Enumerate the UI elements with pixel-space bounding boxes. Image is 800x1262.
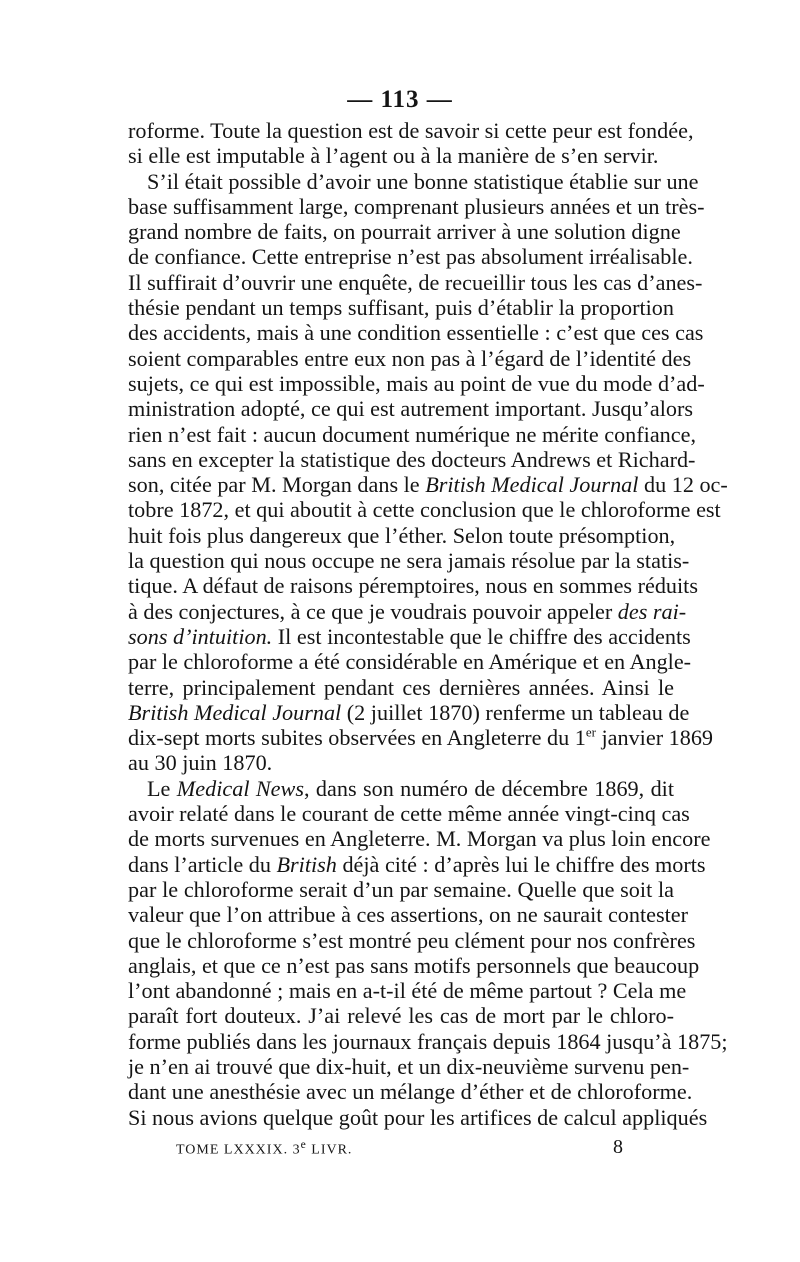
- italic-text: British: [276, 851, 337, 877]
- text-run: tique. A défaut de raisons péremptoires, nous en sommes réduits: [128, 573, 698, 599]
- text-run: soient comparables entre eux non pas à l’égard de l’identité des: [128, 345, 692, 371]
- text-run: je n’en ai trouvé que dix-huit, et un dix-neuvième survenu pen-: [128, 1053, 690, 1079]
- text-line: [128, 1028, 728, 1054]
- text-run: si elle est imputable à l’agent ou à la manière de s’en servir.: [128, 143, 659, 169]
- text-line: [128, 370, 705, 396]
- text-line: [128, 623, 691, 649]
- volume-label: TOME LXXXIX. 3: [176, 1142, 301, 1158]
- text-run: anglais, et que ce n’est pas sans motifs personnels que beaucoup: [128, 952, 700, 978]
- text-line: [128, 193, 705, 219]
- text-line: [128, 649, 692, 675]
- text-line: [128, 877, 674, 902]
- text-run: janvier 1869: [595, 725, 714, 751]
- text-run: S’il était possible d’avoir une bonne statistique établie sur une: [147, 168, 699, 194]
- text-run: sujets, ce qui est impossible, mais au point de vue du mode d’ad-: [128, 370, 705, 396]
- page-number: — 113 —: [347, 86, 453, 113]
- text-run: par le chloroforme serait d’un par semaine. Quelle que soit la: [128, 876, 674, 902]
- page-footer: [176, 1138, 624, 1159]
- text-line: [128, 472, 728, 498]
- text-line: [128, 244, 693, 270]
- text-run: tobre 1872, et qui aboutit à cette conclusion que le chloroforme est: [128, 497, 721, 523]
- text-run: dant une anesthésie avec un mélange d’éther et de chloroforme.: [128, 1079, 693, 1105]
- text-line: [128, 143, 674, 168]
- text-run: ministration adopté, ce qui est autrement important. Jusqu’alors: [128, 396, 694, 422]
- text-line: [128, 851, 706, 877]
- text-run: grand nombre de faits, on pourrait arriver à une solution digne: [128, 219, 681, 245]
- text-line: [128, 118, 694, 143]
- italic-text: Medical News: [176, 775, 304, 801]
- text-run: sans en excepter la statistique des docteurs Andrews et Richard-: [128, 446, 696, 472]
- text-run: valeur que l’on attribue à ces assertions, on ne saurait contester: [128, 902, 689, 928]
- italic-text: des rai-: [617, 598, 687, 624]
- text-run: l’ont abandonné ; mais en a-t-il été de même partout ? Cela me: [128, 978, 687, 1004]
- text-line: [128, 1003, 674, 1028]
- text-run: à des conjectures, à ce que je voudrais pouvoir appeler: [128, 598, 618, 624]
- text-run: des accidents, mais à une condition essentielle : c’est que ces cas: [128, 320, 704, 346]
- text-line: [128, 978, 687, 1004]
- text-line: [128, 497, 721, 523]
- paragraph: [128, 118, 694, 169]
- text-line: [128, 902, 689, 928]
- signature-mark: 8: [613, 1136, 624, 1158]
- text-run: la question qui nous occupe ne sera jamais résolue par la statis-: [128, 548, 690, 574]
- text-line: [128, 724, 714, 751]
- text-line: [128, 396, 694, 422]
- text-line: [128, 927, 696, 953]
- text-line: [128, 826, 711, 852]
- paragraph: [128, 775, 728, 1130]
- text-line: [128, 1104, 708, 1130]
- text-line: [128, 801, 690, 827]
- text-run: de morts survenues en Angleterre. M. Morgan va plus loin encore: [128, 826, 711, 852]
- text-line: [128, 675, 674, 700]
- text-run: déjà cité : d’après lui le chiffre des morts: [336, 851, 706, 877]
- body-text: [128, 118, 728, 1130]
- text-line: [128, 168, 699, 194]
- italic-text: sons d’intuition.: [128, 623, 273, 649]
- text-run: , dans son numéro de décembre 1869, dit: [303, 775, 675, 801]
- text-run: roforme. Toute la question est de savoir si cette peur est fondée,: [128, 118, 694, 143]
- text-run: Si nous avions quelque goût pour les artifices de calcul appliqués: [128, 1104, 708, 1130]
- text-run: rien n’est fait : aucun document numérique ne mérite confiance,: [128, 421, 697, 447]
- text-run: thésie pendant un temps suffisant, puis d’établir la proportion: [128, 295, 674, 321]
- text-run: avoir relaté dans le courant de cette même année vingt-cinq cas: [128, 801, 690, 827]
- volume-superscript: e: [300, 1138, 307, 1151]
- text-line: [128, 345, 692, 371]
- text-run: (2 juillet 1870) renferme un tableau de: [341, 699, 690, 725]
- text-run: dix-sept morts subites observées en Angleterre du 1: [128, 725, 586, 751]
- paragraph: [128, 168, 728, 776]
- text-run: Il suffirait d’ouvrir une enquête, de recueillir tous les cas d’anes-: [128, 269, 703, 295]
- text-run: forme publiés dans les journaux français depuis 1864 jusqu’à 1875;: [128, 1028, 728, 1054]
- text-line: [128, 1079, 693, 1105]
- text-line: [128, 776, 674, 801]
- text-run: base suffisamment large, comprenant plusieurs années et un très-: [128, 193, 705, 219]
- text-line: [128, 295, 674, 320]
- text-run: Il est incontestable que le chiffre des accidents: [272, 623, 691, 649]
- superscript: er: [585, 724, 596, 740]
- text-run: son, citée par M. Morgan dans le: [128, 472, 426, 498]
- text-run: de confiance. Cette entreprise n’est pas absolument irréalisable.: [128, 244, 693, 270]
- italic-text: British Medical Journal: [128, 699, 342, 725]
- text-run: Le: [147, 775, 177, 801]
- text-line: [128, 446, 696, 472]
- text-line: [128, 523, 674, 548]
- text-run: paraît fort douteux. J’ai relevé les cas de mort par le chloro-: [128, 1003, 674, 1029]
- text-line: [128, 952, 700, 978]
- text-run: dans l’article du: [128, 851, 277, 877]
- text-line: [128, 1053, 690, 1079]
- text-line: [128, 548, 690, 574]
- text-run: terre, principalement pendant ces dernières années. Ainsi le: [128, 674, 674, 700]
- text-run: au 30 juin 1870.: [128, 750, 273, 776]
- text-line: [128, 219, 681, 245]
- text-line: [128, 750, 674, 775]
- text-line: [128, 573, 698, 599]
- text-line: [128, 421, 697, 447]
- text-line: [128, 699, 690, 725]
- text-run: du 12 oc-: [638, 472, 728, 498]
- text-line: [128, 598, 687, 624]
- text-run: que le chloroforme s’est montré peu clément pour nos confrères: [128, 927, 696, 953]
- text-run: par le chloroforme a été considérable en Amérique et en Angle-: [128, 649, 692, 675]
- text-run: huit fois plus dangereux que l’éther. Selon toute présomption,: [128, 522, 676, 548]
- text-line: [128, 320, 704, 346]
- volume-label-end: LIVR.: [306, 1142, 353, 1158]
- text-line: [128, 269, 703, 295]
- italic-text: British Medical Journal: [425, 472, 639, 498]
